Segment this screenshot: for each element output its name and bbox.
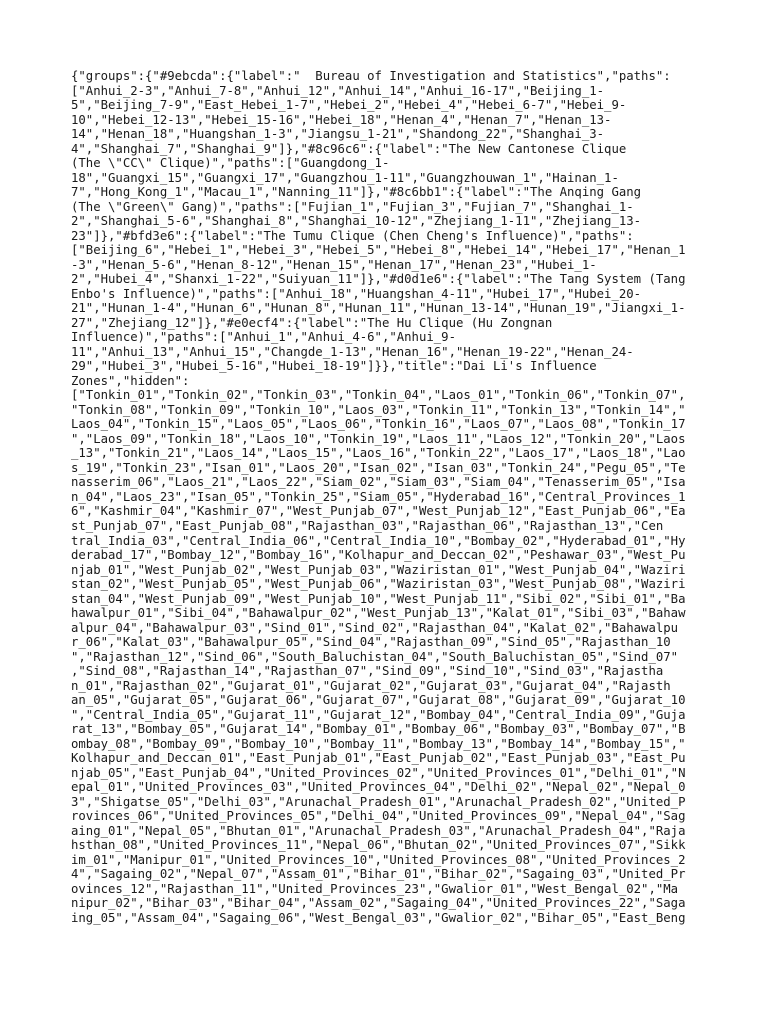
text-line: ","Laos_09","Tonkin_18","Laos_10","Tonkin_19","Laos_11","Laos_12","Tonkin_20","Laos <box>71 431 686 446</box>
text-line: ovinces_12","Rajasthan_11","United_Provinces_23","Gwalior_01","West_Bengal_02","Ma <box>71 881 679 896</box>
text-line: an_05","Gujarat_05","Gujarat_06","Gujarat_07","Gujarat_08","Gujarat_09","Gujarat_10 <box>71 693 686 708</box>
text-line: ["Anhui_2-3","Anhui_7-8","Anhui_12","Anhui_14","Anhui_16-17","Beijing_1- <box>71 83 605 98</box>
text-line: ombay_08","Bombay_09","Bombay_10","Bombay_11","Bombay_13","Bombay_14","Bombay_15"," <box>71 736 686 751</box>
text-line: njab_05","East_Punjab_04","United_Provinces_02","United_Provinces_01","Delhi_01","N <box>71 765 686 780</box>
text-line: 7","Hong_Kong_1","Macau_1","Nanning_11"]},"#8c6bb1":{"label":"The Anqing Gang <box>71 185 642 200</box>
text-line: rat_13","Bombay_05","Gujarat_14","Bombay_01","Bombay_06","Bombay_03","Bombay_07","B <box>71 722 686 737</box>
text-line: {"groups":{"#9ebcda":{"label":" Bureau of Investigation and Statistics","paths": <box>71 69 671 83</box>
text-line: Laos_04","Tonkin_15","Laos_05","Laos_06","Tonkin_16","Laos_07","Laos_08","Tonkin_17 <box>71 417 686 432</box>
text-line: hawalpur_01","Sibi_04","Bahawalpur_02","West_Punjab_13","Kalat_01","Sibi_03","Bahaw <box>71 606 686 621</box>
text-line: nasserim_06","Laos_21","Laos_22","Siam_02","Siam_03","Siam_04","Tenasserim_05","Isa <box>71 475 686 490</box>
text-line: im_01","Manipur_01","United_Provinces_10","United_Provinces_08","United_Provinces_2 <box>71 852 686 867</box>
text-line: ["Beijing_6","Hebei_1","Hebei_3","Hebei_5","Hebei_8","Hebei_14","Hebei_17","Henan_1 <box>71 243 686 258</box>
text-line: n_04","Laos_23","Isan_05","Tonkin_25","Siam_05","Hyderabad_16","Central_Provinces_1 <box>71 489 686 504</box>
text-line: _13","Tonkin_21","Laos_14","Laos_15","Laos_16","Tonkin_22","Laos_17","Laos_18","Lao <box>71 446 686 461</box>
text-line: aing_01","Nepal_05","Bhutan_01","Arunachal_Pradesh_03","Arunachal_Pradesh_04","Raja <box>71 823 686 838</box>
text-line: "Tonkin_08","Tonkin_09","Tonkin_10","Laos_03","Tonkin_11","Tonkin_13","Tonkin_14"," <box>71 402 686 417</box>
text-line: ,"Sind_08","Rajasthan_14","Rajasthan_07","Sind_09","Sind_10","Sind_03","Rajastha <box>71 664 664 679</box>
text-line: derabad_17","Bombay_12","Bombay_16","Kolhapur_and_Deccan_02","Peshawar_03","West_Pu <box>71 548 686 563</box>
text-line: 27","Zhejiang_12"]},"#e0ecf4":{"label":"The Hu Clique (Hu Zongnan <box>71 315 553 330</box>
text-line: njab_01","West_Punjab_02","West_Punjab_03","Waziristan_01","West_Punjab_04","Waziri <box>71 562 686 577</box>
text-line: 2","Hubei_4","Shanxi_1-22","Suiyuan_11"]},"#d0d1e6":{"label":"The Tang System (Tang <box>71 272 686 287</box>
text-line: ","Central_India_05","Gujarat_11","Gujarat_12","Bombay_04","Central_India_09","Guja <box>71 707 686 722</box>
text-line: 6","Kashmir_04","Kashmir_07","West_Punjab_07","West_Punjab_12","East_Punjab_06","Ea <box>71 504 686 519</box>
text-line: s_19","Tonkin_23","Isan_01","Laos_20","Isan_02","Isan_03","Tonkin_24","Pegu_05","Te <box>71 460 686 475</box>
text-line: (The \"Green\" Gang)","paths":["Fujian_1","Fujian_3","Fujian_7","Shanghai_1- <box>71 199 634 214</box>
text-line: 21","Hunan_1-4","Hunan_6","Hunan_8","Hunan_11","Hunan_13-14","Hunan_19","Jiangxi_1- <box>71 301 686 316</box>
text-line: 2","Shanghai_5-6","Shanghai_8","Shanghai_10-12","Zhejiang_1-11","Zhejiang_13- <box>71 214 642 229</box>
text-line: (The \"CC\" Clique)","paths":["Guangdong_1- <box>71 156 390 171</box>
text-line: nipur_02","Bihar_03","Bihar_04","Assam_02","Sagaing_04","United_Provinces_22","Saga <box>71 896 686 911</box>
text-line: ["Tonkin_01","Tonkin_02","Tonkin_03","Tonkin_04","Laos_01","Tonkin_06","Tonkin_07", <box>71 388 686 403</box>
text-line: Kolhapur_and_Deccan_01","East_Punjab_01","East_Punjab_02","East_Punjab_03","East_Pu <box>71 751 686 766</box>
text-line: 11","Anhui_13","Anhui_15","Changde_1-13","Henan_16","Henan_19-22","Henan_24- <box>71 344 634 359</box>
text-line: Influence)","paths":["Anhui_1","Anhui_4-6","Anhui_9- <box>71 330 456 345</box>
text-line: 4","Shanghai_7","Shanghai_9"]},"#8c96c6":{"label":"The New Cantonese Clique <box>71 141 627 156</box>
text-line: 14","Henan_18","Huangshan_1-3","Jiangsu_1-21","Shandong_22","Shanghai_3- <box>71 127 605 142</box>
text-line: st_Punjab_07","East_Punjab_08","Rajasthan_03","Rajasthan_06","Rajasthan_13","Cen <box>71 518 664 533</box>
text-line: ing_05","Assam_04","Sagaing_06","West_Bengal_03","Gwalior_02","Bihar_05","East_Beng <box>71 910 686 925</box>
text-line: epal_01","United_Provinces_03","United_Provinces_04","Delhi_02","Nepal_02","Nepal_0 <box>71 780 686 795</box>
text-line: rovinces_06","United_Provinces_05","Delhi_04","United_Provinces_09","Nepal_04","Sag <box>71 809 686 824</box>
text-line: Enbo's Influence)","paths":["Anhui_18","Huangshan_4-11","Hubei_17","Hubei_20- <box>71 286 642 301</box>
json-text-block <box>71 69 698 925</box>
text-line: r_06","Kalat_03","Bahawalpur_05","Sind_04","Rajasthan_09","Sind_05","Rajasthan_10 <box>71 635 671 650</box>
text-line: hsthan_08","United_Provinces_11","Nepal_06","Bhutan_02","United_Provinces_07","Sikk <box>71 838 686 853</box>
text-line: ","Rajasthan_12","Sind_06","South_Baluchistan_04","South_Baluchistan_05","Sind_07" <box>71 649 679 664</box>
text-line: 18","Guangxi_15","Guangxi_17","Guangzhou_1-11","Guangzhouwan_1","Hainan_1- <box>71 170 619 185</box>
text-line: n_01","Rajasthan_02","Gujarat_01","Gujarat_02","Gujarat_03","Gujarat_04","Rajasth <box>71 678 671 693</box>
text-line: 3","Shigatse_05","Delhi_03","Arunachal_Pradesh_01","Arunachal_Pradesh_02","United_P <box>71 794 686 809</box>
text-line: stan_02","West_Punjab_05","West_Punjab_06","Waziristan_03","West_Punjab_08","Waziri <box>71 577 686 592</box>
text-line: 4","Sagaing_02","Nepal_07","Assam_01","Bihar_01","Bihar_02","Sagaing_03","United_Pr <box>71 867 686 882</box>
text-line: alpur_04","Bahawalpur_03","Sind_01","Sind_02","Rajasthan_04","Kalat_02","Bahawalpu <box>71 620 679 635</box>
text-line: 29","Hubei_3","Hubei_5-16","Hubei_18-19"]}},"title":"Dai Li's Influence <box>71 359 597 374</box>
text-line: Zones","hidden": <box>71 373 190 388</box>
text-line: 5","Beijing_7-9","East_Hebei_1-7","Hebei_2","Hebei_4","Hebei_6-7","Hebei_9- <box>71 98 627 113</box>
text-line: 23"]},"#bfd3e6":{"label":"The Tumu Clique (Chen Cheng's Influence)","paths": <box>71 228 634 243</box>
text-line: -3","Henan_5-6","Henan_8-12","Henan_15","Henan_17","Henan_23","Hubei_1- <box>71 257 597 272</box>
text-line: 10","Hebei_12-13","Hebei_15-16","Hebei_18","Henan_4","Henan_7","Henan_13- <box>71 112 612 127</box>
text-line: stan_04","West_Punjab_09","West_Punjab_10","West_Punjab_11","Sibi_02","Sibi_01","Ba <box>71 591 686 606</box>
text-line: tral_India_03","Central_India_06","Central_India_10","Bombay_02","Hyderabad_01","Hy <box>71 533 686 548</box>
